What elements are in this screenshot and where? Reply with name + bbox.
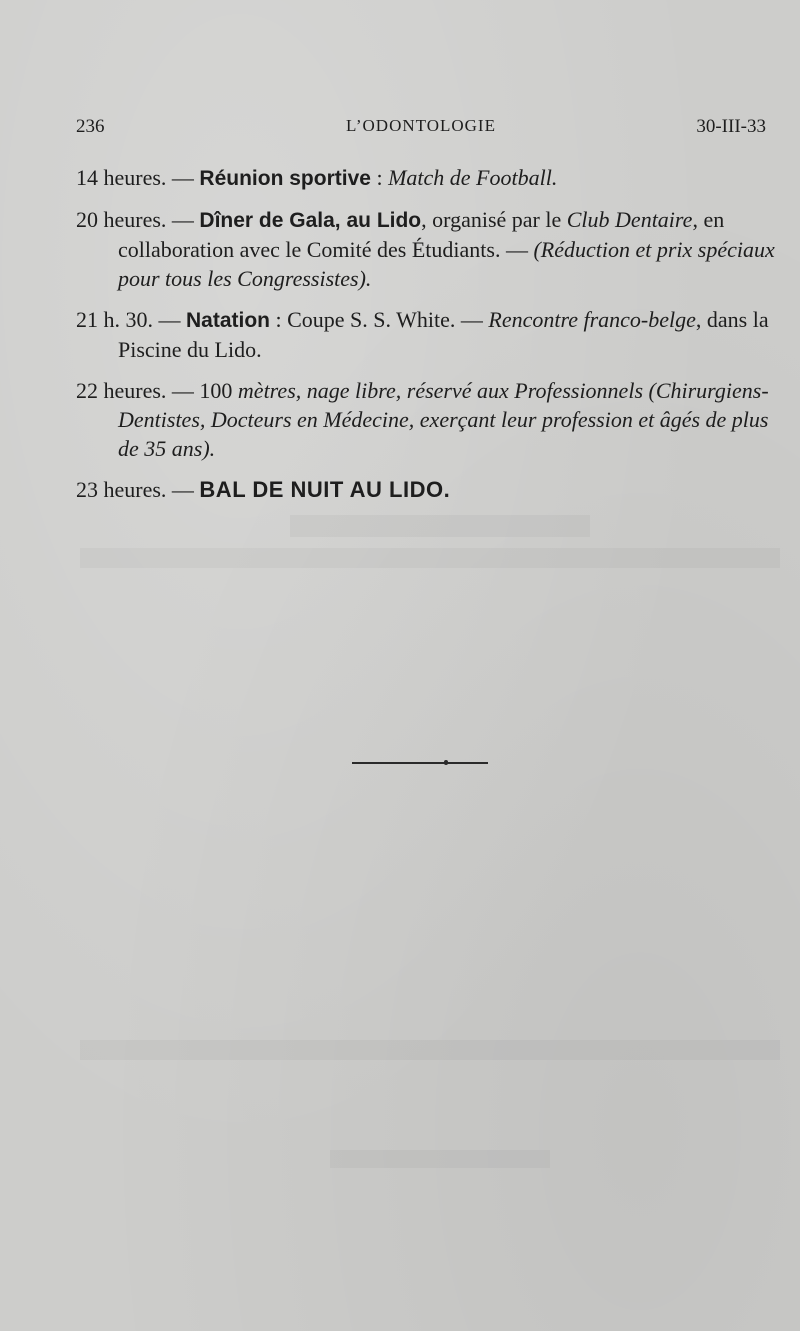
entry-time: 20 heures. — [76,207,194,232]
program-entry [76,376,776,463]
entry-title: Natation [186,309,270,332]
issue-date: 30-III-33 [696,116,766,137]
entry-text: , en collaboration avec le Comité des Étudiants. — [118,207,725,262]
entry-text: , dans la Piscine du Lido. [118,307,769,362]
entry-time: 14 heures. — [76,165,194,190]
page-number: 236 [76,116,105,137]
entry-time: 23 heures. — [76,477,194,502]
entry-text: 100 [193,378,238,403]
entry-title: Dîner de Gala, au Lido [199,209,422,232]
program-entry [76,163,776,193]
section-separator [352,762,488,764]
program-entry [76,475,776,504]
entry-time: 21 h. 30. — [76,307,181,332]
entry-text: , organisé par le [421,207,567,232]
show-through-texture [80,548,780,568]
entry-detail: Match de Football. [388,165,558,190]
entry-text: : Coupe S. S. White. — [270,307,489,332]
entry-note: (Réduction et prix spéciaux pour tous les Congressistes). [118,237,775,291]
entry-club: Club Dentaire [566,207,693,232]
running-header [76,116,766,140]
entry-title: BAL DE NUIT AU LIDO. [199,477,451,502]
entry-time: 22 heures. — [76,378,194,403]
program-list [76,163,776,516]
separator-dot [444,760,448,765]
entry-title: Réunion sportive [199,167,371,190]
program-entry [76,305,776,364]
entry-italic: mètres, nage libre, réservé aux Professionnels (Chirurgiens-Dentistes, Docteurs en Médecine, exerçant leur profession et âgés de plus de 35 ans). [118,378,769,461]
program-entry [76,205,776,293]
show-through-texture [290,515,590,537]
show-through-texture [80,1040,780,1060]
journal-title: L’ODONTOLOGIE [346,116,496,135]
entry-italic: Rencontre franco-belge [488,307,696,332]
show-through-texture [330,1150,550,1168]
entry-separator: : [370,165,389,190]
